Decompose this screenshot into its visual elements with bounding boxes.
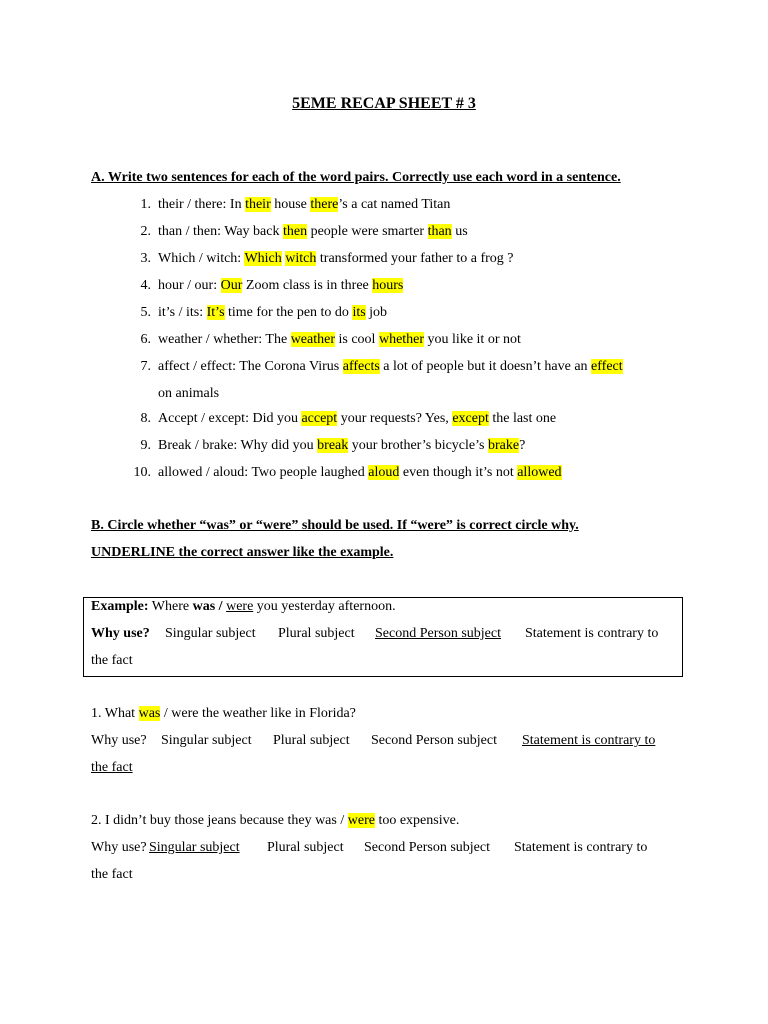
section-a-heading: A. Write two sentences for each of the word pairs. Correctly use each word in a sentence.	[91, 170, 621, 185]
list-item-text: us	[451, 224, 468, 239]
list-item	[129, 464, 562, 482]
list-item-text: people were smarter	[307, 224, 428, 239]
list-item-text: your requests? Yes,	[337, 411, 453, 426]
list-item	[129, 304, 387, 322]
list-item-text: time for the pen to do	[224, 305, 353, 320]
list-item-number: 8.	[140, 411, 151, 426]
list-item-number: 4.	[140, 278, 151, 293]
list-item-text: Break / brake: Why did you	[158, 438, 318, 453]
list-item-text: the last one	[488, 411, 557, 426]
list-item-text: their / there: In	[158, 197, 246, 212]
list-item-text: allowed / aloud: Two people laughed	[158, 465, 369, 480]
example-option-singular: Singular subject	[165, 626, 256, 641]
q1-option-contrary: Statement is contrary to	[522, 733, 656, 748]
q2-option-second-person: Second Person subject	[364, 840, 490, 855]
q1-option-contrary-cont: the fact	[91, 760, 133, 775]
highlighted-word: Our	[220, 278, 243, 293]
q2-option-plural: Plural subject	[267, 840, 344, 855]
list-item-number: 2.	[140, 224, 151, 239]
list-item-text: even though it’s not	[399, 465, 518, 480]
highlighted-word: aloud	[368, 465, 400, 480]
list-item-number: 1.	[140, 197, 151, 212]
highlighted-word: its	[352, 305, 366, 320]
highlighted-word: effect	[591, 359, 623, 374]
list-item	[129, 331, 521, 349]
example-option-second-person: Second Person subject	[375, 626, 501, 641]
section-b-heading-2: UNDERLINE the correct answer like the example.	[91, 545, 394, 560]
list-item-text: ’s a cat named Titan	[338, 197, 451, 212]
q2-option-singular: Singular subject	[149, 840, 240, 855]
example-question: Example: Where was / were you yesterday afternoon.	[91, 599, 396, 614]
list-item-text: hour / our:	[158, 278, 221, 293]
list-item-text: house	[270, 197, 311, 212]
list-item-text: a lot of people but it doesn’t have an	[379, 359, 592, 374]
highlighted-word: hours	[372, 278, 404, 293]
list-item-text: ?	[519, 438, 526, 453]
list-item	[129, 410, 556, 428]
q1-option-second-person: Second Person subject	[371, 733, 497, 748]
highlighted-word: affects	[342, 359, 380, 374]
section-b-heading-1: B. Circle whether “was” or “were” should be used. If “were” is correct circle why.	[91, 518, 579, 533]
example-option-contrary: Statement is contrary to	[525, 626, 659, 641]
list-item	[129, 223, 468, 241]
q2-option-contrary-cont: the fact	[91, 867, 133, 882]
example-option-contrary-cont: the fact	[91, 653, 133, 668]
example-was: was /	[192, 599, 223, 614]
highlighted-word: there	[310, 197, 339, 212]
question-1: 1. What was / were the weather like in Florida?	[91, 706, 356, 721]
question-2: 2. I didn’t buy those jeans because they was / were too expensive.	[91, 813, 460, 828]
list-item-text: your brother’s bicycle’s	[348, 438, 488, 453]
page-title: 5EME RECAP SHEET # 3	[292, 95, 476, 112]
list-item	[129, 196, 450, 214]
list-item-number: 10.	[133, 465, 151, 480]
example-why-label: Why use?	[91, 626, 150, 641]
q2-option-contrary: Statement is contrary to	[514, 840, 648, 855]
highlighted-word: weather	[290, 332, 335, 347]
highlighted-word: than	[427, 224, 452, 239]
q2-answer-were: were	[347, 813, 375, 828]
highlighted-word: brake	[487, 438, 520, 453]
list-item-number: 7.	[140, 359, 151, 374]
list-item	[129, 358, 623, 376]
list-item-text: than / then: Way back	[158, 224, 283, 239]
list-item	[129, 437, 525, 455]
highlighted-word: their	[245, 197, 271, 212]
highlighted-word: whether	[378, 332, 425, 347]
list-item-text: Which / witch:	[158, 251, 245, 266]
list-item-number: 9.	[140, 438, 151, 453]
highlighted-word: break	[317, 438, 349, 453]
list-item-text: it’s / its:	[158, 305, 207, 320]
highlighted-word: then	[282, 224, 308, 239]
q1-option-plural: Plural subject	[273, 733, 350, 748]
q1-answer-was: was	[138, 706, 161, 721]
highlighted-word: Which	[244, 251, 282, 266]
example-option-plural: Plural subject	[278, 626, 355, 641]
q1-option-singular: Singular subject	[161, 733, 252, 748]
highlighted-word: It’s	[206, 305, 225, 320]
list-item-continuation: on animals	[158, 386, 220, 401]
highlighted-word: accept	[301, 411, 338, 426]
q1-why-label: Why use?	[91, 733, 147, 748]
list-item-text: Zoom class is in three	[242, 278, 373, 293]
list-item-text: transformed your father to a frog ?	[316, 251, 514, 266]
example-label: Example:	[91, 599, 149, 614]
list-item-text: is cool	[335, 332, 379, 347]
list-item-text: Accept / except: Did you	[158, 411, 302, 426]
list-item-number: 3.	[140, 251, 151, 266]
list-item	[129, 277, 403, 295]
highlighted-word: except	[452, 411, 489, 426]
q2-why-label: Why use?	[91, 840, 147, 855]
list-item	[129, 250, 513, 268]
list-item-text: you like it or not	[424, 332, 521, 347]
list-item-number: 6.	[140, 332, 151, 347]
highlighted-word: witch	[285, 251, 317, 266]
list-item-text: affect / effect: The Corona Virus	[158, 359, 343, 374]
list-item-number: 5.	[140, 305, 151, 320]
example-were: were	[226, 599, 254, 614]
list-item-text: weather / whether: The	[158, 332, 291, 347]
list-item-text: job	[365, 305, 388, 320]
highlighted-word: allowed	[517, 465, 562, 480]
